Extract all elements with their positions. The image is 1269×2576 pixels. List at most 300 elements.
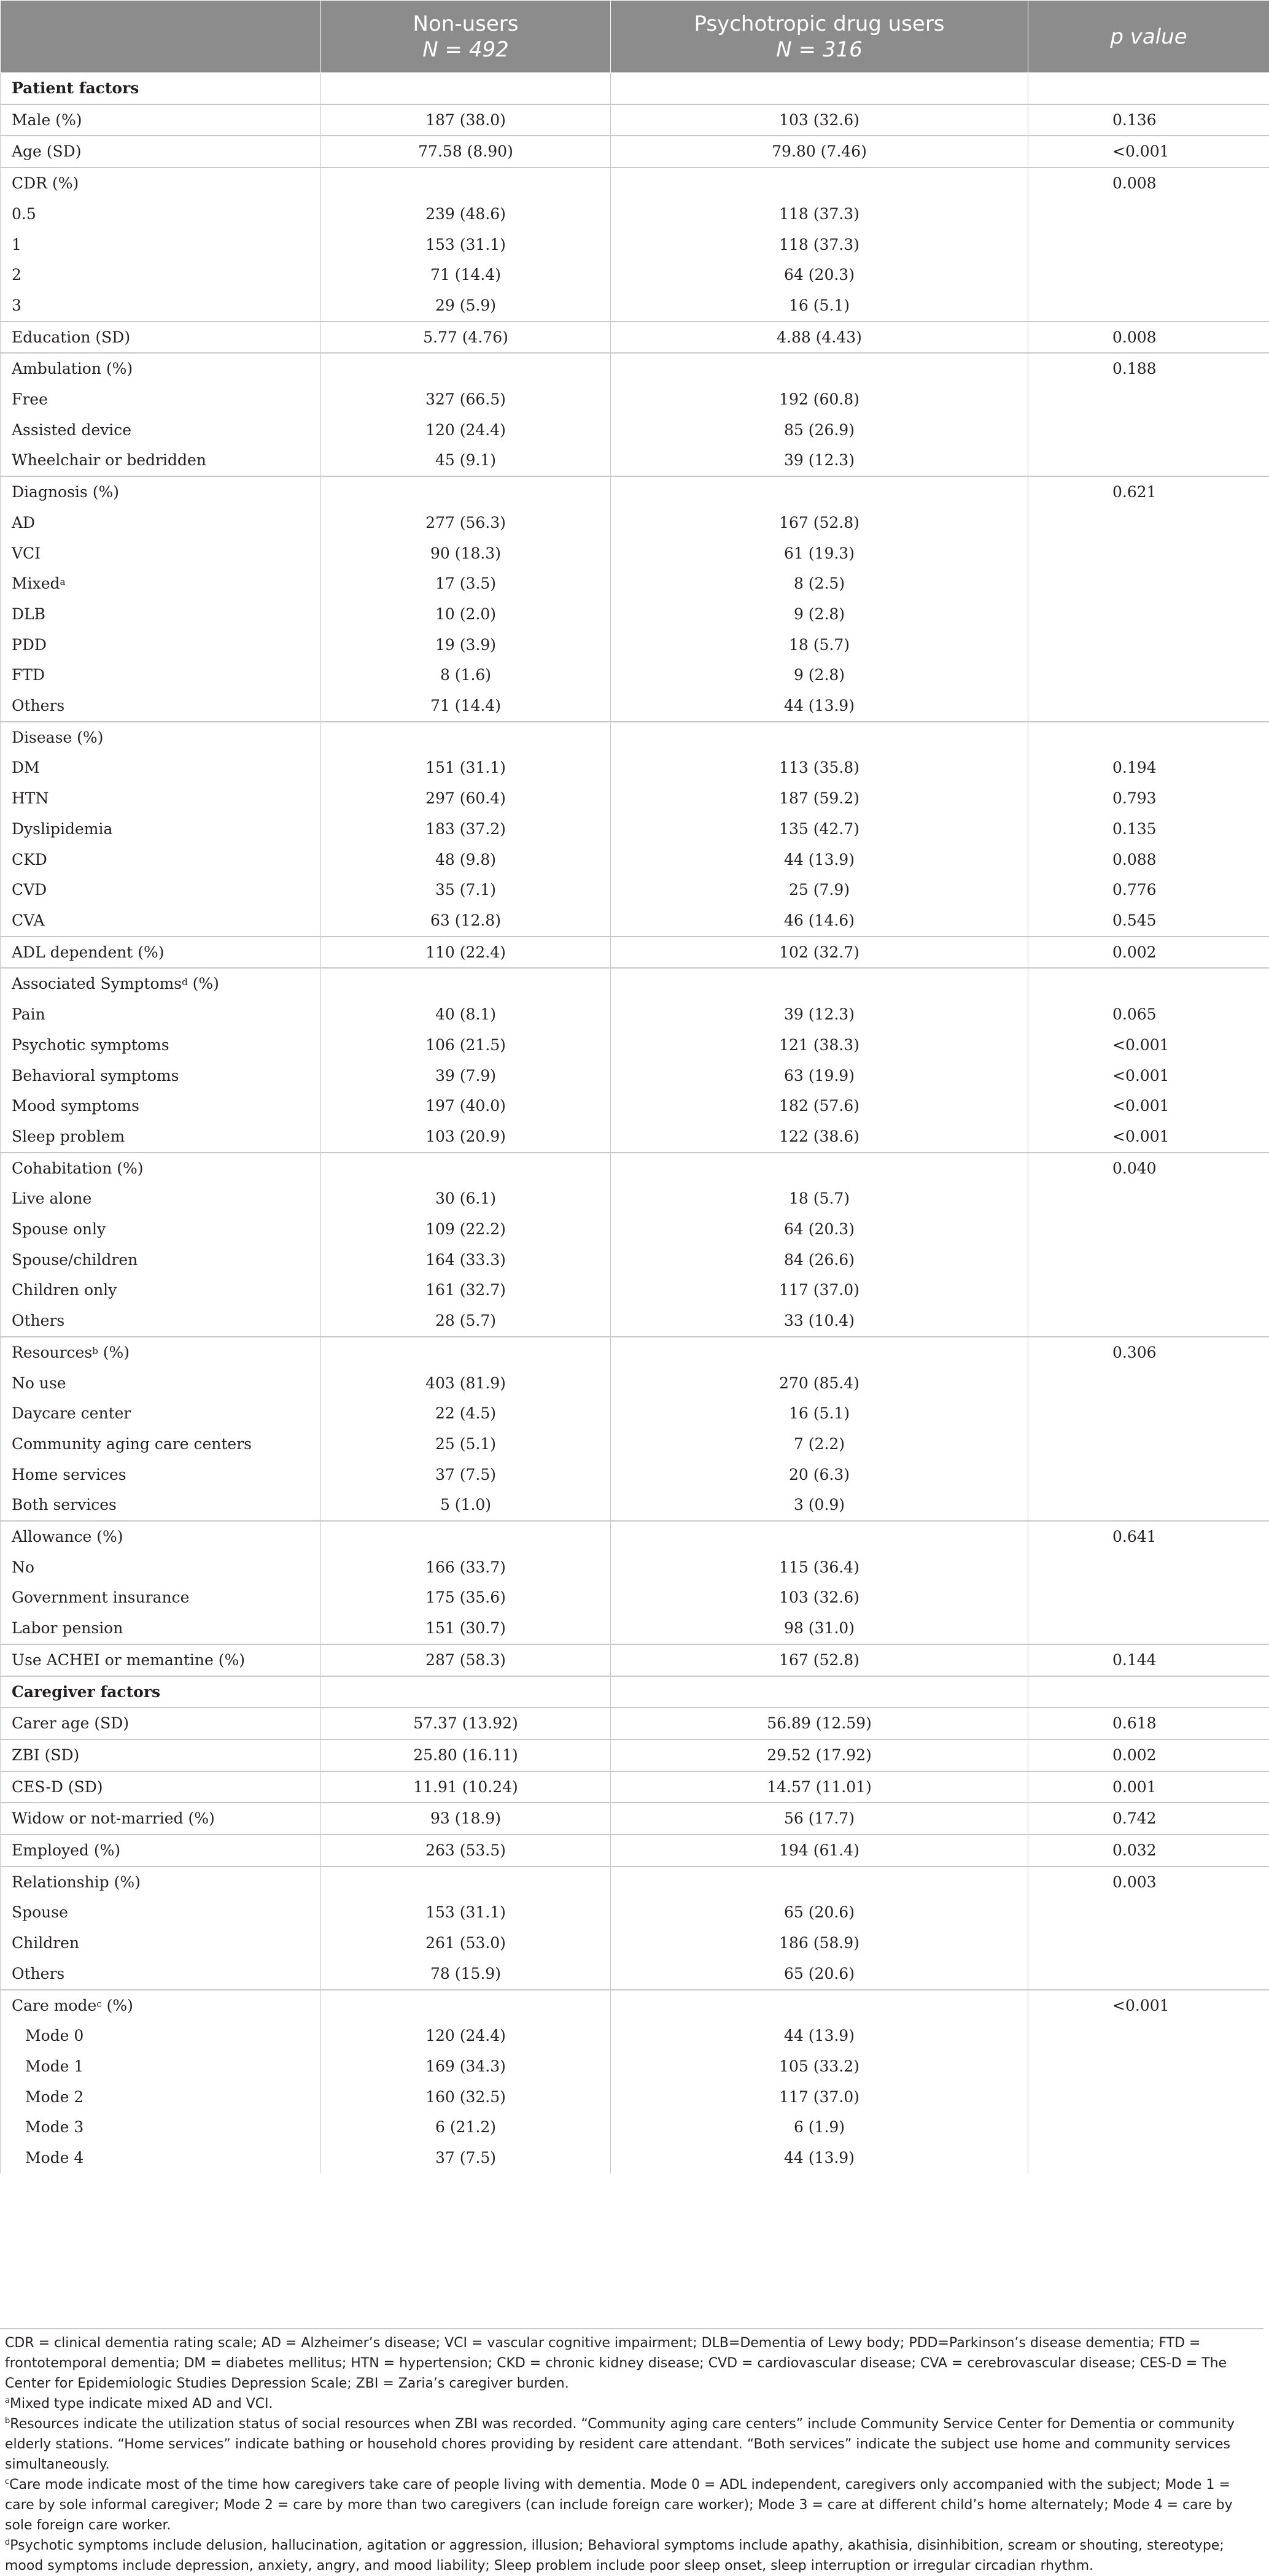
row-label-text: Care mode <box>12 1997 96 2014</box>
p-value <box>1028 1490 1269 1521</box>
row-label <box>1 660 321 690</box>
table-row <box>1 1214 1269 1245</box>
non-users-value: 40 (8.1) <box>321 999 611 1030</box>
drug-users-value: 84 (26.6) <box>611 1245 1028 1275</box>
non-users-value: 297 (60.4) <box>321 783 611 814</box>
table-row <box>1 1552 1269 1583</box>
table-row <box>1 968 1269 999</box>
p-value <box>1028 630 1269 660</box>
table-header <box>1 1 1269 73</box>
p-value: 0.002 <box>1028 937 1269 969</box>
drug-users-value: 64 (20.3) <box>611 1214 1028 1245</box>
non-users-value: 17 (3.5) <box>321 568 611 599</box>
row-label <box>1 999 321 1030</box>
table-row <box>1 1337 1269 1368</box>
drug-users-value: 167 (52.8) <box>611 1644 1028 1676</box>
table-row <box>1 1245 1269 1275</box>
drug-users-value: 187 (59.2) <box>611 783 1028 814</box>
row-label <box>1 905 321 937</box>
non-users-value: 403 (81.9) <box>321 1368 611 1399</box>
row-label-text: Others <box>12 1965 64 1982</box>
row-label <box>1 783 321 814</box>
footnote <box>5 2394 1263 2414</box>
non-users-value <box>321 353 611 384</box>
non-users-value: 106 (21.5) <box>321 1030 611 1061</box>
row-label-text: Relationship (%) <box>12 1873 141 1891</box>
table-row <box>1 384 1269 415</box>
drug-users-value: 194 (61.4) <box>611 1835 1028 1866</box>
row-label <box>1 1214 321 1245</box>
drug-users-value: 16 (5.1) <box>611 1398 1028 1429</box>
table-body <box>1 73 1269 2173</box>
row-label-text: Patient factors <box>12 79 139 97</box>
drug-users-value <box>611 968 1028 999</box>
table-row <box>1 415 1269 446</box>
non-users-value: 183 (37.2) <box>321 814 611 845</box>
table-row <box>1 104 1269 136</box>
row-label-text: CVA <box>12 911 45 929</box>
drug-users-value: 186 (58.9) <box>611 1928 1028 1959</box>
footnote-text: Care mode indicate most of the time how caregivers take care of people living with dementia. Mode 0 = ADL independent, caregivers only accompanied with the subject; Mode 1 = care by sole informal caregiver; Mode 2 = care by more than two caregivers (can include foreign care worker); Mode 3 = care at different child’s home alternately; Mode 4 = care by sole foreign care worker. <box>5 2477 1233 2533</box>
table-row <box>1 353 1269 384</box>
row-label <box>1 199 321 230</box>
p-value <box>1028 384 1269 415</box>
non-users-value: 90 (18.3) <box>321 538 611 569</box>
row-label <box>1 1521 321 1552</box>
row-label-text: Associated Symptoms <box>12 975 182 992</box>
p-value <box>1028 2051 1269 2082</box>
drug-users-value: 44 (13.9) <box>611 2021 1028 2051</box>
header-non-users <box>321 1 611 73</box>
footnote-text: Resources indicate the utilization status of social resources when ZBI was recorded. “Community aging care centers” include Community Service Center for Dementia or community elderly stations. “Home services” indicate bathing or household chores providing by resident care attendant. “Both services” indicate the subject use home and community services simultaneously. <box>5 2416 1235 2472</box>
p-value <box>1028 415 1269 446</box>
non-users-value: 287 (58.3) <box>321 1644 611 1676</box>
non-users-value <box>321 1521 611 1552</box>
header-row <box>1 1 1269 73</box>
table-row <box>1 230 1269 260</box>
row-label-text: Children <box>12 1934 79 1952</box>
p-value: 0.008 <box>1028 168 1269 199</box>
table-row <box>1 1990 1269 2021</box>
table-row <box>1 199 1269 230</box>
table-row <box>1 845 1269 875</box>
non-users-value: 71 (14.4) <box>321 690 611 722</box>
table-row <box>1 937 1269 969</box>
row-label <box>1 1835 321 1866</box>
row-label-text: Resources <box>12 1344 92 1361</box>
p-value: 0.742 <box>1028 1803 1269 1835</box>
row-label-text: Sleep problem <box>12 1127 125 1145</box>
row-label <box>1 1398 321 1429</box>
table-row <box>1 722 1269 753</box>
row-label <box>1 1121 321 1153</box>
table-row <box>1 290 1269 322</box>
table-row <box>1 1803 1269 1835</box>
p-value <box>1028 260 1269 290</box>
table-row <box>1 1153 1269 1184</box>
drug-users-value: 44 (13.9) <box>611 2143 1028 2173</box>
table-row <box>1 1030 1269 1061</box>
row-label-text: Caregiver factors <box>12 1683 160 1701</box>
drug-users-value: 103 (32.6) <box>611 1582 1028 1613</box>
row-label <box>1 1091 321 1121</box>
p-value <box>1028 290 1269 322</box>
row-label-suffix: (%) <box>102 1997 133 2014</box>
non-users-value: 5.77 (4.76) <box>321 322 611 354</box>
header-non-users-n: N = 492 <box>321 37 610 63</box>
row-label-text: PDD <box>12 636 47 654</box>
p-value: 0.793 <box>1028 783 1269 814</box>
table-row <box>1 1368 1269 1399</box>
row-label <box>1 1429 321 1460</box>
row-label-text: Spouse/children <box>12 1251 138 1269</box>
p-value <box>1028 2112 1269 2143</box>
footnote-text: Psychotic symptoms include delusion, hallucination, agitation or aggression, illusion; Behavioral symptoms include apathy, akathisia, disinhibition, scream or shouting, stereotype; mood symptoms include depression, anxiety, angry, and mood liability; Sleep problem include poor sleep onset, sleep interruption or irregular circadian rhythm. <box>5 2538 1224 2574</box>
table-row <box>1 1708 1269 1739</box>
non-users-value: 175 (35.6) <box>321 1582 611 1613</box>
row-label <box>1 690 321 722</box>
header-drug-users-title: Psychotropic drug users <box>611 11 1028 37</box>
drug-users-value: 65 (20.6) <box>611 1959 1028 1990</box>
non-users-value <box>321 1866 611 1898</box>
non-users-value: 153 (31.1) <box>321 230 611 260</box>
non-users-value: 5 (1.0) <box>321 1490 611 1521</box>
non-users-value: 6 (21.2) <box>321 2112 611 2143</box>
row-label <box>1 353 321 384</box>
p-value <box>1028 1398 1269 1429</box>
drug-users-value: 118 (37.3) <box>611 199 1028 230</box>
table-row <box>1 999 1269 1030</box>
drug-users-value: 113 (35.8) <box>611 752 1028 783</box>
row-label <box>1 538 321 569</box>
table-row <box>1 1398 1269 1429</box>
drug-users-value: 39 (12.3) <box>611 999 1028 1030</box>
row-label <box>1 968 321 999</box>
p-value <box>1028 1305 1269 1337</box>
drug-users-value: 4.88 (4.43) <box>611 322 1028 354</box>
non-users-value <box>321 168 611 199</box>
row-label <box>1 104 321 136</box>
drug-users-value: 118 (37.3) <box>611 230 1028 260</box>
drug-users-value: 115 (36.4) <box>611 1552 1028 1583</box>
row-label-text: Pain <box>12 1005 45 1023</box>
table-row <box>1 1613 1269 1644</box>
row-label-text: Carer age (SD) <box>12 1714 129 1732</box>
drug-users-value: 20 (6.3) <box>611 1460 1028 1490</box>
p-value: 0.002 <box>1028 1739 1269 1771</box>
non-users-value: 11.91 (10.24) <box>321 1771 611 1803</box>
footnote-text: Mixed type indicate mixed AD and VCI. <box>10 2396 273 2412</box>
row-label-text: Mode 3 <box>25 2118 83 2136</box>
row-label <box>1 1708 321 1739</box>
row-label <box>1 1030 321 1061</box>
row-label <box>1 1990 321 2021</box>
drug-users-value: 270 (85.4) <box>611 1368 1028 1399</box>
non-users-value: 45 (9.1) <box>321 445 611 476</box>
drug-users-value: 8 (2.5) <box>611 568 1028 599</box>
row-label <box>1 1552 321 1583</box>
drug-users-value: 103 (32.6) <box>611 104 1028 136</box>
p-value: 0.144 <box>1028 1644 1269 1676</box>
drug-users-value: 79.80 (7.46) <box>611 136 1028 168</box>
row-label <box>1 260 321 290</box>
drug-users-value: 85 (26.9) <box>611 415 1028 446</box>
row-label <box>1 384 321 415</box>
row-label-text: HTN <box>12 789 49 807</box>
drug-users-value: 9 (2.8) <box>611 599 1028 630</box>
drug-users-value <box>611 1866 1028 1898</box>
row-label-text: Community aging care centers <box>12 1435 252 1453</box>
non-users-value: 161 (32.7) <box>321 1275 611 1305</box>
drug-users-value: 44 (13.9) <box>611 845 1028 875</box>
table-row <box>1 1305 1269 1337</box>
non-users-value <box>321 1676 611 1708</box>
drug-users-value: 18 (5.7) <box>611 630 1028 660</box>
table-row <box>1 168 1269 199</box>
row-label-text: Allowance (%) <box>12 1528 123 1545</box>
p-value <box>1028 1183 1269 1214</box>
drug-users-value: 63 (19.9) <box>611 1061 1028 1091</box>
table-row <box>1 1866 1269 1898</box>
footnote <box>5 2475 1263 2535</box>
p-value <box>1028 1582 1269 1613</box>
row-label <box>1 415 321 446</box>
row-label-text: Mood symptoms <box>12 1097 139 1115</box>
drug-users-value: 122 (38.6) <box>611 1121 1028 1153</box>
row-label-text: CDR (%) <box>12 174 79 192</box>
row-label-text: Home services <box>12 1466 126 1483</box>
p-value: 0.065 <box>1028 999 1269 1030</box>
table-row <box>1 1771 1269 1803</box>
row-label-text: Others <box>12 1312 64 1329</box>
p-value <box>1028 2021 1269 2051</box>
footnote-marker: d <box>182 977 188 988</box>
non-users-value: 261 (53.0) <box>321 1928 611 1959</box>
row-label-text: Daycare center <box>12 1404 131 1422</box>
row-label-text: Male (%) <box>12 111 82 129</box>
header-empty-cell <box>1 1 321 73</box>
p-value: <0.001 <box>1028 1061 1269 1091</box>
drug-users-value: 9 (2.8) <box>611 660 1028 690</box>
p-value <box>1028 445 1269 476</box>
drug-users-value <box>611 168 1028 199</box>
row-label-text: Free <box>12 390 48 408</box>
row-label-text: Labor pension <box>12 1619 123 1637</box>
p-value <box>1028 1275 1269 1305</box>
row-label <box>1 845 321 875</box>
non-users-value: 120 (24.4) <box>321 2021 611 2051</box>
drug-users-value: 65 (20.6) <box>611 1897 1028 1928</box>
non-users-value: 151 (31.1) <box>321 752 611 783</box>
footnote-text: CDR = clinical dementia rating scale; AD = Alzheimer’s disease; VCI = vascular cognitive impairment; DLB=Dementia of Lewy body; PDD=Parkinson’s disease dementia; FTD = frontotemporal dementia; DM = diabetes mellitus; HTN = hypertension; CKD = chronic kidney disease; CVD = cardiovascular disease; CVA = cerebrovascular disease; CES-D = The Center for Epidemiologic Studies Depression Scale; ZBI = Zaria’s caregiver burden. <box>5 2335 1227 2391</box>
p-value <box>1028 722 1269 753</box>
p-value: 0.040 <box>1028 1153 1269 1184</box>
drug-users-value <box>611 1521 1028 1552</box>
footnote-marker: a <box>5 2396 10 2405</box>
row-label-text: Children only <box>12 1281 117 1299</box>
table-row <box>1 1121 1269 1153</box>
p-value: 0.135 <box>1028 814 1269 845</box>
row-label <box>1 476 321 508</box>
non-users-value <box>321 1153 611 1184</box>
drug-users-value: 44 (13.9) <box>611 690 1028 722</box>
non-users-value <box>321 476 611 508</box>
table-row <box>1 1275 1269 1305</box>
table-row <box>1 1183 1269 1214</box>
row-label-text: Mode 0 <box>25 2027 83 2044</box>
footnote <box>5 2535 1263 2576</box>
row-label-text: ADL dependent (%) <box>12 943 165 961</box>
row-label-text: VCI <box>12 544 41 562</box>
non-users-value: 197 (40.0) <box>321 1091 611 1121</box>
footnote-marker: c <box>5 2477 9 2486</box>
row-label-text: DLB <box>12 605 45 623</box>
row-label <box>1 445 321 476</box>
drug-users-value: 192 (60.8) <box>611 384 1028 415</box>
p-value <box>1028 660 1269 690</box>
p-value <box>1028 1613 1269 1644</box>
row-label <box>1 2112 321 2143</box>
row-label <box>1 1866 321 1898</box>
non-users-value <box>321 1990 611 2021</box>
drug-users-value: 117 (37.0) <box>611 1275 1028 1305</box>
row-label <box>1 1582 321 1613</box>
drug-users-value <box>611 1153 1028 1184</box>
non-users-value: 10 (2.0) <box>321 599 611 630</box>
row-label <box>1 1061 321 1091</box>
row-label <box>1 1337 321 1368</box>
non-users-value: 71 (14.4) <box>321 260 611 290</box>
non-users-value: 327 (66.5) <box>321 384 611 415</box>
drug-users-value: 56 (17.7) <box>611 1803 1028 1835</box>
row-label <box>1 290 321 322</box>
row-label <box>1 568 321 599</box>
p-value: 0.545 <box>1028 905 1269 937</box>
drug-users-value: 16 (5.1) <box>611 290 1028 322</box>
drug-users-value <box>611 1676 1028 1708</box>
non-users-value: 93 (18.9) <box>321 1803 611 1835</box>
row-label <box>1 2021 321 2051</box>
row-label <box>1 1275 321 1305</box>
non-users-value: 22 (4.5) <box>321 1398 611 1429</box>
row-label <box>1 1771 321 1803</box>
p-value: 0.088 <box>1028 845 1269 875</box>
non-users-value: 110 (22.4) <box>321 937 611 969</box>
drug-users-value: 3 (0.9) <box>611 1490 1028 1521</box>
table-row <box>1 660 1269 690</box>
table-row <box>1 1460 1269 1490</box>
drug-users-value: 64 (20.3) <box>611 260 1028 290</box>
p-value: <0.001 <box>1028 1030 1269 1061</box>
table-row <box>1 508 1269 538</box>
row-label <box>1 630 321 660</box>
non-users-value: 109 (22.2) <box>321 1214 611 1245</box>
non-users-value <box>321 968 611 999</box>
drug-users-value: 167 (52.8) <box>611 508 1028 538</box>
row-label-text: Assisted device <box>12 421 131 439</box>
table-row <box>1 690 1269 722</box>
p-value <box>1028 508 1269 538</box>
p-value: 0.188 <box>1028 353 1269 384</box>
non-users-value: 160 (32.5) <box>321 2082 611 2113</box>
row-label <box>1 1368 321 1399</box>
non-users-value: 19 (3.9) <box>321 630 611 660</box>
p-value: 0.641 <box>1028 1521 1269 1552</box>
non-users-value: 239 (48.6) <box>321 199 611 230</box>
drug-users-value: 18 (5.7) <box>611 1183 1028 1214</box>
row-label-text: Dyslipidemia <box>12 820 112 838</box>
table-row <box>1 445 1269 476</box>
row-label <box>1 1644 321 1676</box>
non-users-value: 263 (53.5) <box>321 1835 611 1866</box>
non-users-value: 77.58 (8.90) <box>321 136 611 168</box>
non-users-value: 30 (6.1) <box>321 1183 611 1214</box>
header-p-value-label: p value <box>1110 25 1187 49</box>
table-row <box>1 2021 1269 2051</box>
drug-users-value: 56.89 (12.59) <box>611 1708 1028 1739</box>
p-value <box>1028 1959 1269 1990</box>
non-users-value: 277 (56.3) <box>321 508 611 538</box>
row-label <box>1 937 321 969</box>
row-label-text: Mixed <box>12 574 60 592</box>
table-row <box>1 2112 1269 2143</box>
p-value: 0.032 <box>1028 1835 1269 1866</box>
p-value: 0.306 <box>1028 1337 1269 1368</box>
table-row <box>1 783 1269 814</box>
non-users-value: 169 (34.3) <box>321 2051 611 2082</box>
table-row <box>1 2051 1269 2082</box>
table-row <box>1 1959 1269 1990</box>
drug-users-value: 117 (37.0) <box>611 2082 1028 2113</box>
row-label-text: Education (SD) <box>12 328 130 346</box>
p-value <box>1028 1245 1269 1275</box>
non-users-value: 35 (7.1) <box>321 875 611 905</box>
table-row <box>1 476 1269 508</box>
row-label-text: Mode 4 <box>25 2149 83 2167</box>
row-label-text: No use <box>12 1374 66 1392</box>
non-users-value: 37 (7.5) <box>321 2143 611 2173</box>
row-label <box>1 508 321 538</box>
non-users-value: 187 (38.0) <box>321 104 611 136</box>
row-label <box>1 2051 321 2082</box>
p-value: 0.003 <box>1028 1866 1269 1898</box>
drug-users-value: 98 (31.0) <box>611 1613 1028 1644</box>
drug-users-value: 46 (14.6) <box>611 905 1028 937</box>
p-value: 0.001 <box>1028 1771 1269 1803</box>
drug-users-value: 102 (32.7) <box>611 937 1028 969</box>
drug-users-value: 135 (42.7) <box>611 814 1028 845</box>
row-label <box>1 322 321 354</box>
row-label <box>1 875 321 905</box>
table-row <box>1 1091 1269 1121</box>
table-row <box>1 1582 1269 1613</box>
footnote-marker: d <box>5 2538 10 2547</box>
row-label <box>1 73 321 104</box>
row-label <box>1 168 321 199</box>
table-row <box>1 1644 1269 1676</box>
row-label <box>1 1803 321 1835</box>
row-label <box>1 1928 321 1959</box>
table-footnotes <box>0 2328 1263 2576</box>
table-row <box>1 1835 1269 1866</box>
p-value <box>1028 199 1269 230</box>
p-value <box>1028 1460 1269 1490</box>
non-users-value: 25 (5.1) <box>321 1429 611 1460</box>
footnote-marker: a <box>60 576 66 587</box>
row-label-text: Wheelchair or bedridden <box>12 451 206 469</box>
drug-users-value <box>611 1990 1028 2021</box>
p-value <box>1028 73 1269 104</box>
